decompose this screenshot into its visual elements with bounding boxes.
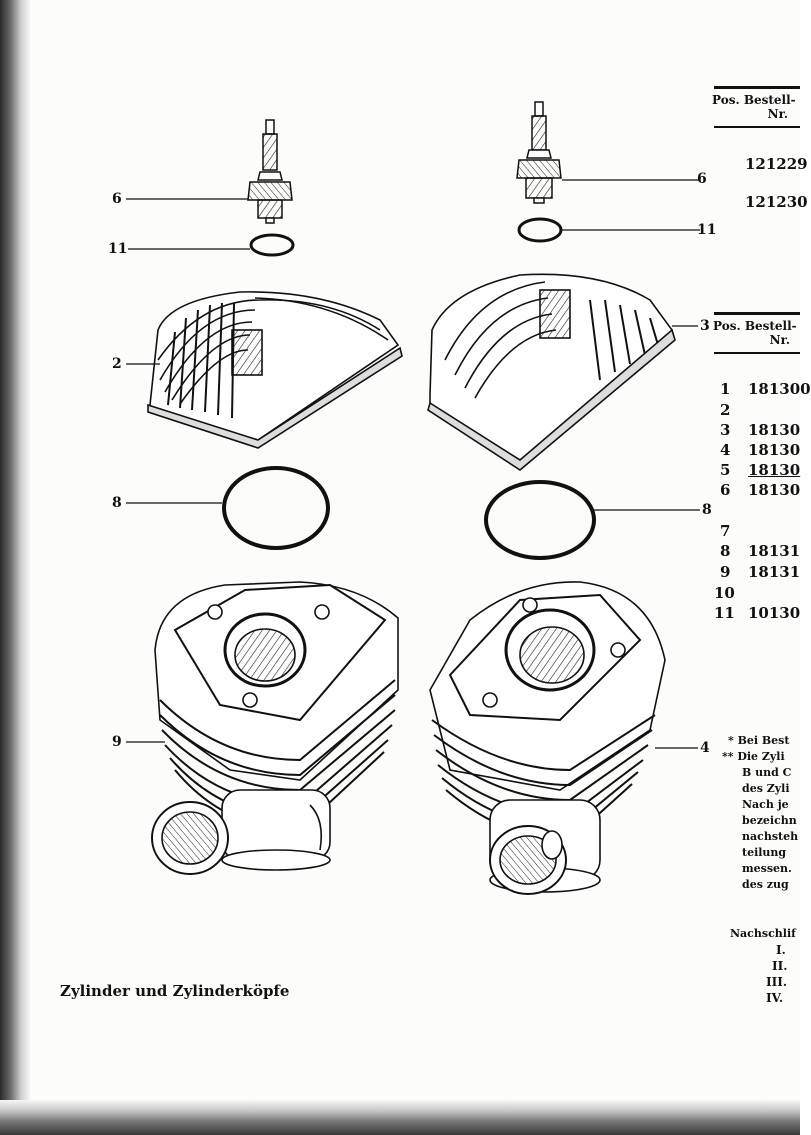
right-spark-plug [517,102,561,203]
callout-right-head: 3 [700,318,710,334]
table-row [720,481,801,499]
right-cylinder-head [428,274,675,470]
callout-right-washer: 11 [697,222,717,238]
callout-right-spark: 6 [697,171,707,187]
table-row [720,461,801,479]
row-pos: 6 [720,481,731,499]
row-pos: 1 [720,380,731,398]
table-row [714,584,735,602]
callout-left-gasket: 8 [112,495,122,511]
figure-caption: Zylinder und Zylinderköpfe [60,982,290,1000]
nachschliff-item: III. [766,975,788,989]
row-nr: 18130 [748,421,801,439]
nachschliff-item: I. [776,943,786,957]
row-nr: 10130 [748,604,801,622]
row-pos: 11 [714,604,735,622]
row-pos: 4 [720,441,731,459]
footnote-line: Nach je [742,798,789,811]
row-pos: 2 [720,401,731,419]
table-top-row: 121230 [745,193,808,211]
header-pos: Pos. [713,319,741,333]
footnote-block [722,733,799,893]
footnote-line: nachsteh [742,830,799,843]
table-row [720,563,801,581]
table-top-rule [714,86,800,89]
row-pos: 5 [720,461,731,479]
table-row [714,604,801,622]
left-spark-plug [248,120,292,223]
callout-left-washer: 11 [108,241,128,257]
footnote-line: ** Die Zyli [722,750,785,763]
table-row [720,401,730,419]
row-nr: 18130 [748,441,801,459]
header-nr: Nr. [769,333,790,347]
callout-left-cylinder: 9 [112,734,122,750]
row-pos: 10 [714,584,735,602]
footnote-line: B und C [742,766,792,779]
table-top-row: 121229 [745,155,808,173]
footnote-line: des zug [742,878,789,891]
table-row [720,441,801,459]
row-pos: 3 [720,421,731,439]
right-cylinder [430,582,665,894]
footnote-line: * Bei Best [728,734,790,747]
header-bestell: Bestell- [744,319,797,333]
scan-edge-bottom [0,1100,800,1135]
table-row [720,380,811,398]
row-nr: 18131 [748,563,801,581]
callout-right-cylinder: 4 [700,740,710,756]
table-main-top-rule [714,312,800,315]
row-nr: 18130 [748,461,801,479]
header-bestell: Bestell- [743,93,796,107]
table-row [720,421,801,439]
table-row [720,522,730,540]
row-nr: 18131 [748,542,801,560]
nachschliff-title: Nachschlif [730,927,796,940]
header-pos: Pos. [712,93,740,107]
footnote-line: messen. [742,862,792,875]
row-pos: 7 [720,522,731,540]
row-nr: 18130 [748,481,801,499]
row-pos: 9 [720,563,731,581]
table-top-header [712,93,796,121]
table-row [720,542,801,560]
footnote-line: teilung [742,846,787,859]
footnote-line: des Zyli [742,782,790,795]
table-main-header [713,319,797,347]
callout-left-spark: 6 [112,191,122,207]
callout-right-gasket: 8 [702,502,712,518]
nachschliff-item: IV. [766,991,784,1005]
table-top-header-rule [714,126,800,128]
header-nr: Nr. [767,107,788,121]
row-pos: 8 [720,542,731,560]
callout-left-head: 2 [112,356,122,372]
table-main-header-rule [714,352,800,354]
left-cylinder-head [148,292,402,448]
footnote-line: bezeichn [742,814,797,827]
left-cylinder [152,582,398,874]
nachschliff-item: II. [772,959,788,973]
row-nr: 181300 [748,380,811,398]
